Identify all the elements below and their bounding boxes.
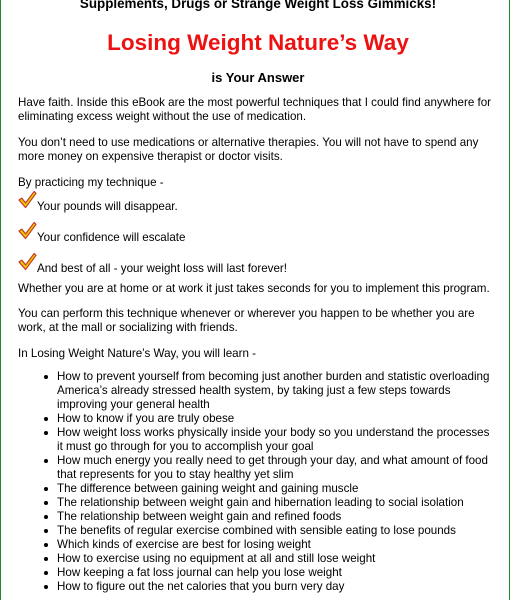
bullet-icon — [44, 487, 48, 491]
bullet-icon — [44, 571, 48, 575]
list-item-text: How to exercise using no equipment at all and still lose weight — [57, 552, 376, 565]
list-item — [44, 566, 498, 580]
list-item-text: How keeping a fat loss journal can help you lose weight — [57, 566, 342, 579]
benefit-item — [18, 227, 498, 247]
bullet-icon — [44, 529, 48, 533]
list-item-text: The relationship between weight gain and refined foods — [57, 510, 342, 523]
bullet-icon — [44, 417, 48, 421]
list-item — [44, 370, 498, 412]
bullet-icon — [44, 431, 48, 435]
tagline: is Your Answer — [211, 70, 305, 85]
implement-paragraph: Whether you are at home or at work it just takes seconds for you to implement this program. — [18, 282, 490, 295]
list-item — [44, 496, 498, 510]
no-medication-paragraph: You don’t need to use medications or alternative therapies. You will not have to spend any more money on expensive therapist or doctor visits. — [18, 136, 479, 163]
list-item-text: Which kinds of exercise are best for losing weight — [57, 538, 311, 551]
page-title: Losing Weight Nature’s Way — [107, 30, 409, 55]
list-item-text: How much energy you really need to get through your day, and what amount of food that represents for you to stay healthy yet slim — [57, 454, 488, 481]
benefit-text: Your confidence will escalate — [37, 231, 186, 244]
list-item — [44, 454, 498, 482]
checkmark-icon — [18, 221, 37, 241]
list-item-text: How to know if you are truly obese — [57, 412, 235, 425]
checkmark-icon — [18, 190, 37, 210]
list-item — [44, 412, 498, 426]
learn-list — [18, 370, 498, 594]
list-item — [44, 426, 498, 454]
ebook-content — [18, 0, 498, 594]
benefit-text: And best of all - your weight loss will last forever! — [37, 262, 288, 275]
subhead: Supplements, Drugs or Strange Weight Loss Gimmicks! — [79, 0, 437, 11]
intro-paragraph: Have faith. Inside this eBook are the most powerful techniques that I could find anywhere for eliminating excess weight without the use of medication. — [18, 96, 492, 123]
checkmark-icon — [18, 252, 37, 272]
bullet-icon — [44, 585, 48, 589]
list-item-text: How to figure out the net calories that you burn very day — [57, 580, 345, 593]
bullet-icon — [44, 515, 48, 519]
benefit-text: Your pounds will disappear. — [37, 200, 178, 213]
list-item — [44, 524, 498, 538]
list-item — [44, 510, 498, 524]
list-item — [44, 580, 498, 594]
list-item — [44, 538, 498, 552]
learn-lead: In Losing Weight Nature’s Way, you will learn - — [18, 347, 256, 360]
list-item-text: How to prevent yourself from becoming just another burden and statistic overloading America’s already stressed health system, by taking just a few steps towards improving your general health — [57, 370, 490, 411]
list-item-text: How weight loss works physically inside your body so you understand the processes it must go through for you to accomplish your goal — [57, 426, 490, 453]
bullet-icon — [44, 543, 48, 547]
bullet-icon — [44, 557, 48, 561]
list-item — [44, 552, 498, 566]
list-item-text: The benefits of regular exercise combined with sensible eating to lose pounds — [57, 524, 456, 537]
benefit-item — [18, 196, 498, 216]
list-item-text: The difference between gaining weight and gaining muscle — [57, 482, 359, 495]
list-item-text: The relationship between weight gain and hibernation leading to social isolation — [57, 496, 464, 509]
technique-lead: By practicing my technique - — [18, 176, 164, 189]
benefit-item — [18, 258, 498, 278]
anywhere-paragraph: You can perform this technique whenever or wherever you happen to be whether you are work, at the mall or socializing with friends. — [18, 307, 475, 334]
bullet-icon — [44, 459, 48, 463]
bullet-icon — [44, 375, 48, 379]
bullet-icon — [44, 501, 48, 505]
list-item — [44, 482, 498, 496]
